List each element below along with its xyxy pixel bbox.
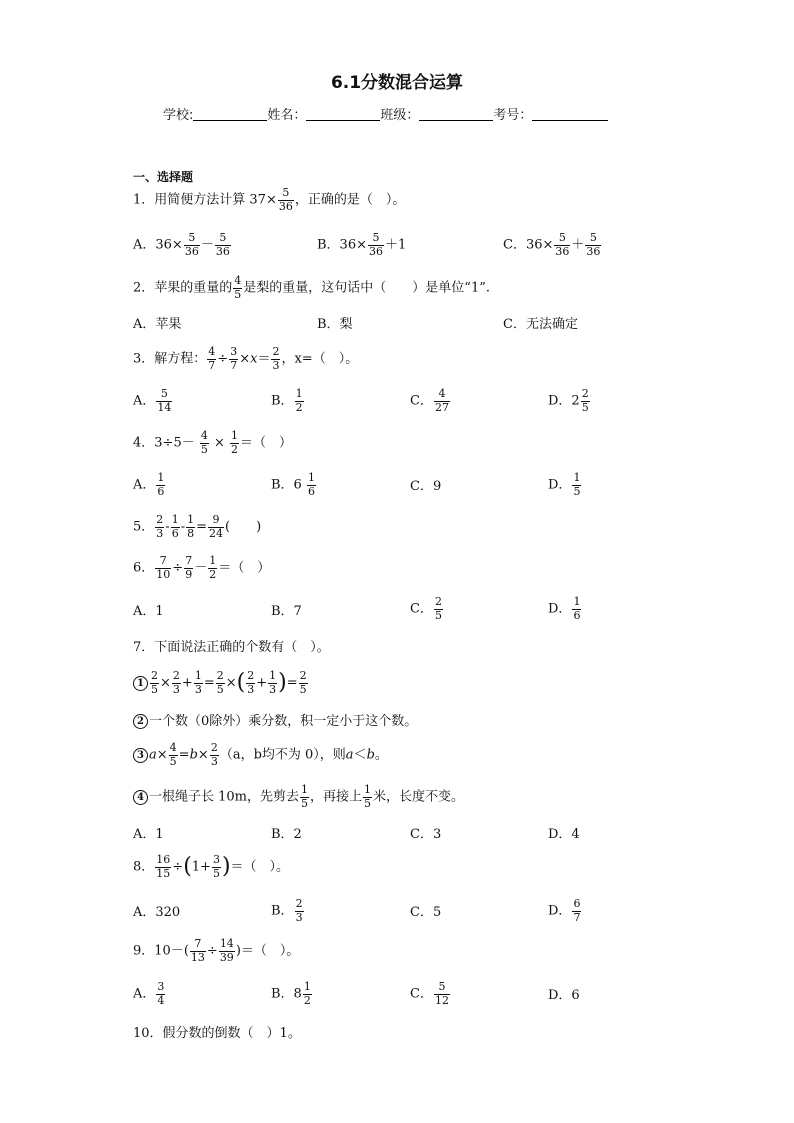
class-label: 班级： <box>380 108 420 123</box>
page-title: 6.1分数混合运算 <box>330 73 464 93</box>
q7-statement-2: 2 一个数（0除外）乘分数，积一定小于这个数。 <box>133 714 417 729</box>
student-info-line <box>163 104 608 123</box>
school-blank[interactable] <box>193 107 267 121</box>
question-9: 9．10－( $\frac{7}{13}$ ÷ $\frac{14}{39}$ )＝（ ）。 <box>133 937 300 964</box>
q1-option-a[interactable]: A．36× $\frac{5}{36}$ － $\frac{5}{36}$ <box>133 231 230 258</box>
q8-option-d[interactable]: D． $\frac{6}{7}$ <box>548 897 581 924</box>
q7-option-c[interactable]: C．3 <box>410 827 442 842</box>
q6-option-c[interactable]: C． $\frac{2}{5}$ <box>410 595 442 622</box>
q4-option-b[interactable]: B．6 $\frac{1}{6}$ <box>271 471 315 498</box>
question-4: 4．3÷5－ $\frac{4}{5}$ × $\frac{1}{2}$ ＝（ ） <box>133 429 293 456</box>
q9-option-a[interactable]: A． $\frac{3}{4}$ <box>133 980 165 1007</box>
q2-option-b[interactable]: B．梨 <box>317 317 353 332</box>
question-1 <box>133 187 405 213</box>
circled-number-2: 2 <box>133 714 148 729</box>
q6-option-b[interactable]: B．7 <box>271 604 302 619</box>
circled-number-1: 1 <box>133 676 148 691</box>
q3-option-b[interactable]: B． $\frac{1}{2}$ <box>271 387 303 414</box>
fraction: $\frac{5}{36}$ <box>278 186 293 213</box>
q6-option-d[interactable]: D． $\frac{1}{6}$ <box>548 595 581 622</box>
q7-option-b[interactable]: B．2 <box>271 827 302 842</box>
question-7: 7．下面说法正确的个数有（ ）。 <box>133 640 330 655</box>
q4-option-a[interactable]: A． $\frac{1}{6}$ <box>133 471 165 498</box>
name-label: 姓名： <box>267 108 307 123</box>
exam-no-label: 考号： <box>493 108 533 123</box>
q9-option-d[interactable]: D．6 <box>548 988 580 1003</box>
question-number: 1． <box>133 192 155 208</box>
q4-option-d[interactable]: D． $\frac{1}{5}$ <box>548 471 581 498</box>
question-text: ，正确的是（ ）。 <box>294 192 406 208</box>
q3-option-a[interactable]: A． $\frac{5}{14}$ <box>133 387 172 414</box>
q7-option-a[interactable]: A．1 <box>133 827 164 842</box>
q4-option-c[interactable]: C．9 <box>410 479 442 494</box>
fraction: $\frac{4}{5}$ <box>234 274 242 301</box>
question-text: 用简便方法计算 37× <box>154 192 277 208</box>
q2-option-a[interactable]: A．苹果 <box>133 317 182 332</box>
name-blank[interactable] <box>306 107 380 121</box>
q8-option-c[interactable]: C．5 <box>410 905 442 920</box>
question-5: 5． $\frac{2}{3}$ - $\frac{1}{6}$ - $\frac{1}{8}$ = $\frac{9}{24}$ ( ) <box>133 513 262 540</box>
q9-option-b[interactable]: B．8 $\frac{1}{2}$ <box>271 980 311 1007</box>
question-2: 2．苹果的重量的 $\frac{4}{5}$ 是梨的重量，这句话中（ ）是单位“1”. <box>133 274 490 301</box>
circled-number-4: 4 <box>133 790 148 805</box>
question-8: 8． $\frac{16}{15}$ ÷(1+ $\frac{3}{5}$ )＝（ ）。 <box>133 853 290 880</box>
question-10: 10．假分数的倒数（ ）1。 <box>133 1026 301 1041</box>
q7-statement-1: 1 $\frac{2}{5}$ × $\frac{2}{3}$ + $\frac{1}{3}$ = $\frac{2}{5}$ ×( $\frac{2}{3}$ + $\frac{1}{3}$ )= $\frac{2}{5}$ <box>133 670 309 696</box>
q3-option-c[interactable]: C． $\frac{4}{27}$ <box>410 387 449 414</box>
q7-statement-3: 3 a× $\frac{4}{5}$ =b× $\frac{2}{3}$ （a，b均不为 0），则a＜b。 <box>133 742 388 768</box>
q7-option-d[interactable]: D．4 <box>548 827 580 842</box>
question-3: 3．解方程： $\frac{4}{7}$ ÷ $\frac{3}{7}$ ×x＝ $\frac{2}{3}$ ，x=（ ）。 <box>133 345 359 372</box>
q8-option-b[interactable]: B． $\frac{2}{3}$ <box>271 897 303 924</box>
q3-option-d[interactable]: D．2 $\frac{2}{5}$ <box>548 387 589 414</box>
q8-option-a[interactable]: A．320 <box>133 905 181 920</box>
q1-option-b[interactable]: B．36× $\frac{5}{36}$ ＋1 <box>317 231 407 258</box>
q6-option-a[interactable]: A．1 <box>133 604 164 619</box>
class-blank[interactable] <box>419 107 493 121</box>
circled-number-3: 3 <box>133 748 148 763</box>
section-heading: 一、选择题 <box>133 170 194 184</box>
q2-option-c[interactable]: C．无法确定 <box>503 317 578 332</box>
q9-option-c[interactable]: C． $\frac{5}{12}$ <box>410 980 449 1007</box>
q7-statement-4: 4 一根绳子长 10m，先剪去 $\frac{1}{5}$ ，再接上 $\frac{1}{5}$ 米，长度不变。 <box>133 784 464 810</box>
exam-no-blank[interactable] <box>532 107 608 121</box>
q1-option-c[interactable]: C．36× $\frac{5}{36}$ ＋ $\frac{5}{36}$ <box>503 231 601 258</box>
school-label: 学校: <box>163 108 194 123</box>
question-6: 6． $\frac{7}{10}$ ÷ $\frac{7}{9}$ － $\frac{1}{2}$ ＝（ ） <box>133 554 271 581</box>
